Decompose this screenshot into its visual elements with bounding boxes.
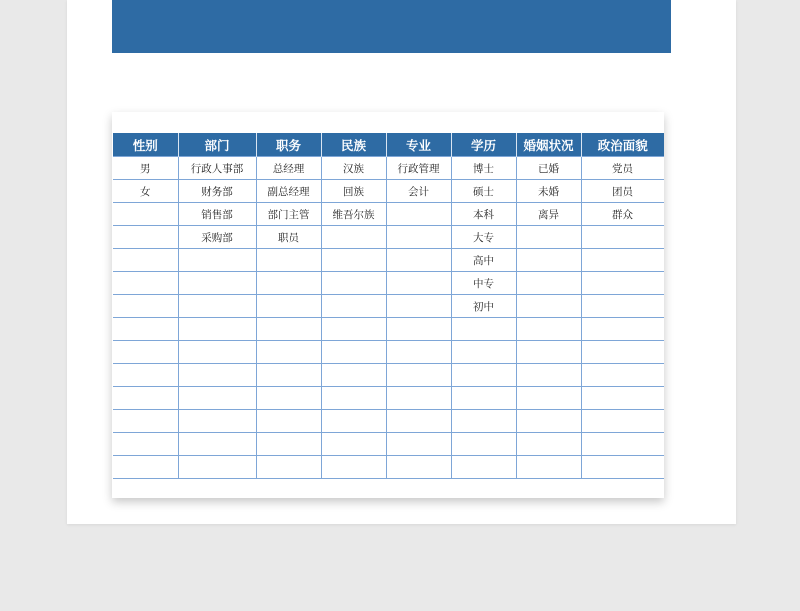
- table-cell[interactable]: [386, 295, 451, 318]
- table-cell[interactable]: [113, 341, 178, 364]
- table-cell[interactable]: [113, 295, 178, 318]
- table-row: [113, 295, 664, 318]
- table-cell[interactable]: [321, 410, 386, 433]
- table-cell[interactable]: 汉族: [321, 157, 386, 180]
- table-cell[interactable]: [516, 387, 581, 410]
- table-row: [113, 318, 664, 341]
- header-gender: 性别: [113, 133, 178, 157]
- employee-options-table: [113, 133, 664, 479]
- header-political-status: 政治面貌: [581, 133, 664, 157]
- table-row: [113, 272, 664, 295]
- table-cell[interactable]: [516, 249, 581, 272]
- table-cell[interactable]: [256, 249, 321, 272]
- table-cell[interactable]: 销售部: [178, 203, 256, 226]
- table-cell[interactable]: 行政管理: [386, 157, 451, 180]
- table-cell[interactable]: [113, 387, 178, 410]
- table-cell[interactable]: [516, 433, 581, 456]
- table-cell[interactable]: [321, 272, 386, 295]
- table-cell[interactable]: 初中: [451, 295, 516, 318]
- table-row: [113, 433, 664, 456]
- table-cell[interactable]: 团员: [581, 180, 664, 203]
- table-cell[interactable]: 高中: [451, 249, 516, 272]
- table-cell[interactable]: [451, 433, 516, 456]
- table-cell[interactable]: 副总经理: [256, 180, 321, 203]
- table-cell[interactable]: 总经理: [256, 157, 321, 180]
- table-cell[interactable]: 未婚: [516, 180, 581, 203]
- table-cell[interactable]: 采购部: [178, 226, 256, 249]
- table-cell[interactable]: [321, 295, 386, 318]
- table-cell[interactable]: [178, 318, 256, 341]
- table-row: [113, 157, 664, 180]
- table-cell[interactable]: [581, 318, 664, 341]
- table-cell[interactable]: [256, 433, 321, 456]
- table-cell[interactable]: 党员: [581, 157, 664, 180]
- table-cell[interactable]: 回族: [321, 180, 386, 203]
- table-cell[interactable]: 财务部: [178, 180, 256, 203]
- table-cell[interactable]: [113, 203, 178, 226]
- header-ethnicity: 民族: [321, 133, 386, 157]
- table-cell[interactable]: [256, 387, 321, 410]
- table-cell[interactable]: [516, 364, 581, 387]
- table-cell[interactable]: 会计: [386, 180, 451, 203]
- table-cell[interactable]: [256, 364, 321, 387]
- table-cell[interactable]: [178, 249, 256, 272]
- table-row: [113, 180, 664, 203]
- table-cell[interactable]: [581, 249, 664, 272]
- table-row: [113, 387, 664, 410]
- table-cell[interactable]: [386, 433, 451, 456]
- table-cell[interactable]: [256, 410, 321, 433]
- table-cell[interactable]: [178, 410, 256, 433]
- table-cell[interactable]: [386, 410, 451, 433]
- table-cell[interactable]: [516, 272, 581, 295]
- table-cell[interactable]: [256, 295, 321, 318]
- table-cell[interactable]: [451, 387, 516, 410]
- table-cell[interactable]: [451, 341, 516, 364]
- table-cell[interactable]: [113, 456, 178, 479]
- table-cell[interactable]: [451, 456, 516, 479]
- spreadsheet-preview: [112, 112, 664, 498]
- table-cell[interactable]: 中专: [451, 272, 516, 295]
- table-cell[interactable]: [451, 318, 516, 341]
- table-cell[interactable]: [386, 203, 451, 226]
- table-cell[interactable]: [581, 410, 664, 433]
- table-cell[interactable]: [516, 318, 581, 341]
- table-cell[interactable]: 本科: [451, 203, 516, 226]
- table-cell[interactable]: [581, 456, 664, 479]
- table-cell[interactable]: [178, 295, 256, 318]
- table-cell[interactable]: [178, 364, 256, 387]
- table-cell[interactable]: 离异: [516, 203, 581, 226]
- table-cell[interactable]: [113, 272, 178, 295]
- table-cell[interactable]: 硕士: [451, 180, 516, 203]
- table-cell[interactable]: [321, 364, 386, 387]
- table-cell[interactable]: [321, 226, 386, 249]
- table-cell[interactable]: [581, 387, 664, 410]
- table-cell[interactable]: [451, 410, 516, 433]
- table-row: [113, 203, 664, 226]
- table-cell[interactable]: [581, 272, 664, 295]
- header-major: 专业: [386, 133, 451, 157]
- table-cell[interactable]: [113, 226, 178, 249]
- table-cell[interactable]: [581, 341, 664, 364]
- table-cell[interactable]: 群众: [581, 203, 664, 226]
- table-row: [113, 410, 664, 433]
- table-cell[interactable]: [178, 272, 256, 295]
- table-cell[interactable]: [386, 226, 451, 249]
- title-banner: [112, 0, 671, 53]
- table-cell[interactable]: [516, 226, 581, 249]
- table-cell[interactable]: [113, 364, 178, 387]
- table-cell[interactable]: [516, 410, 581, 433]
- table-cell[interactable]: [256, 341, 321, 364]
- table-cell[interactable]: [386, 364, 451, 387]
- table-cell[interactable]: 博士: [451, 157, 516, 180]
- table-cell[interactable]: [451, 364, 516, 387]
- table-cell[interactable]: [386, 341, 451, 364]
- table-cell[interactable]: [321, 318, 386, 341]
- table-cell[interactable]: [178, 387, 256, 410]
- table-cell[interactable]: [256, 318, 321, 341]
- table-cell[interactable]: 男: [113, 157, 178, 180]
- table-cell[interactable]: [321, 249, 386, 272]
- table-cell[interactable]: [581, 433, 664, 456]
- table-cell[interactable]: [386, 272, 451, 295]
- document-page: [67, 0, 736, 524]
- table-cell[interactable]: [516, 295, 581, 318]
- table-cell[interactable]: 女: [113, 180, 178, 203]
- header-department: 部门: [178, 133, 256, 157]
- table-cell[interactable]: [256, 456, 321, 479]
- table-cell[interactable]: [113, 318, 178, 341]
- header-row: [113, 133, 664, 157]
- header-position: 职务: [256, 133, 321, 157]
- table-cell[interactable]: [178, 456, 256, 479]
- table-row: [113, 341, 664, 364]
- header-education: 学历: [451, 133, 516, 157]
- table-cell[interactable]: [256, 272, 321, 295]
- table-cell[interactable]: 大专: [451, 226, 516, 249]
- table-cell[interactable]: [581, 295, 664, 318]
- table-cell[interactable]: [581, 226, 664, 249]
- table-cell[interactable]: [516, 456, 581, 479]
- table-row: [113, 364, 664, 387]
- table-cell[interactable]: [113, 249, 178, 272]
- table-cell[interactable]: [321, 433, 386, 456]
- table-cell[interactable]: [321, 341, 386, 364]
- table-cell[interactable]: [113, 410, 178, 433]
- table-row: [113, 456, 664, 479]
- table-cell[interactable]: [581, 364, 664, 387]
- table-cell[interactable]: 行政人事部: [178, 157, 256, 180]
- table-cell[interactable]: [178, 433, 256, 456]
- table-row: [113, 226, 664, 249]
- table-body: [113, 157, 664, 479]
- table-cell[interactable]: [178, 341, 256, 364]
- table-row: [113, 249, 664, 272]
- table-cell[interactable]: [386, 387, 451, 410]
- table-cell[interactable]: [321, 456, 386, 479]
- table-cell[interactable]: [113, 433, 178, 456]
- table-cell[interactable]: [321, 387, 386, 410]
- header-marital-status: 婚姻状况: [516, 133, 581, 157]
- table-cell[interactable]: 职员: [256, 226, 321, 249]
- table-cell[interactable]: [386, 249, 451, 272]
- table-cell[interactable]: [516, 341, 581, 364]
- table-cell[interactable]: [386, 456, 451, 479]
- table-cell[interactable]: 部门主管: [256, 203, 321, 226]
- table-cell[interactable]: 维吾尔族: [321, 203, 386, 226]
- table-cell[interactable]: [386, 318, 451, 341]
- table-cell[interactable]: 已婚: [516, 157, 581, 180]
